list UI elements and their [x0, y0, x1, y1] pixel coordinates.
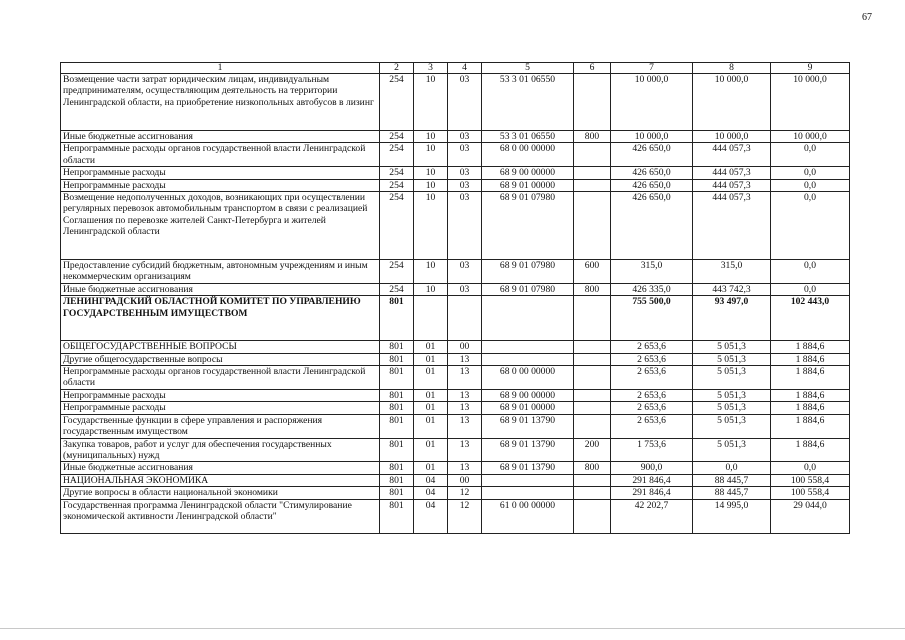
- code-target-article: [482, 474, 574, 486]
- code-ved: 254: [380, 260, 414, 284]
- amount-col-7: 426 650,0: [611, 192, 693, 260]
- amount-col-8: 443 742,3: [693, 283, 771, 295]
- code-section: 01: [414, 389, 448, 401]
- code-target-article: 68 0 00 00000: [482, 366, 574, 390]
- code-subsection: 03: [448, 74, 482, 131]
- amount-col-8: 5 051,3: [693, 402, 771, 414]
- column-header-8: 8: [693, 63, 771, 74]
- amount-col-9: 10 000,0: [771, 74, 850, 131]
- table-row: [61, 192, 850, 260]
- code-expense-type: [574, 487, 611, 499]
- table-row: [61, 131, 850, 143]
- table-row: [61, 462, 850, 474]
- row-name: Возмещение части затрат юридическим лицам, индивидуальным предпринимателям, осуществляющим деятельность на территории Ленинградской области, на приобретение низкопольных автобусов в лизинг: [61, 74, 380, 131]
- code-section: 04: [414, 487, 448, 499]
- amount-col-7: 2 653,6: [611, 402, 693, 414]
- code-section: 01: [414, 402, 448, 414]
- code-target-article: 68 9 01 07980: [482, 260, 574, 284]
- code-expense-type: [574, 499, 611, 533]
- code-ved: 254: [380, 192, 414, 260]
- table-body: [61, 74, 850, 534]
- code-ved: 254: [380, 143, 414, 167]
- code-ved: 254: [380, 179, 414, 191]
- table-row: [61, 402, 850, 414]
- row-name: ЛЕНИНГРАДСКИЙ ОБЛАСТНОЙ КОМИТЕТ ПО УПРАВЛЕНИЮ ГОСУДАРСТВЕННЫМ ИМУЩЕСТВОМ: [61, 296, 380, 341]
- column-header-4: 4: [448, 63, 482, 74]
- code-target-article: [482, 487, 574, 499]
- code-expense-type: [574, 143, 611, 167]
- amount-col-7: 42 202,7: [611, 499, 693, 533]
- amount-col-7: 10 000,0: [611, 74, 693, 131]
- code-target-article: 68 9 01 13790: [482, 438, 574, 462]
- amount-col-8: 88 445,7: [693, 487, 771, 499]
- code-target-article: 68 9 00 00000: [482, 167, 574, 179]
- amount-col-9: 0,0: [771, 167, 850, 179]
- column-header-5: 5: [482, 63, 574, 74]
- row-name: Непрограммные расходы органов государственной власти Ленинградской области: [61, 143, 380, 167]
- column-header-9: 9: [771, 63, 850, 74]
- code-target-article: 68 9 01 00000: [482, 402, 574, 414]
- amount-col-9: 1 884,6: [771, 438, 850, 462]
- table-row: [61, 341, 850, 353]
- amount-col-9: 100 558,4: [771, 487, 850, 499]
- code-section: 01: [414, 462, 448, 474]
- code-expense-type: [574, 167, 611, 179]
- code-ved: 801: [380, 414, 414, 438]
- row-name: ОБЩЕГОСУДАРСТВЕННЫЕ ВОПРОСЫ: [61, 341, 380, 353]
- table-row: [61, 143, 850, 167]
- amount-col-8: 93 497,0: [693, 296, 771, 341]
- amount-col-7: 10 000,0: [611, 131, 693, 143]
- amount-col-7: 2 653,6: [611, 414, 693, 438]
- column-header-6: 6: [574, 63, 611, 74]
- code-target-article: 68 9 01 13790: [482, 414, 574, 438]
- code-subsection: 12: [448, 487, 482, 499]
- code-expense-type: [574, 366, 611, 390]
- code-ved: 801: [380, 341, 414, 353]
- code-subsection: [448, 296, 482, 341]
- code-ved: 254: [380, 283, 414, 295]
- code-section: 10: [414, 179, 448, 191]
- code-expense-type: [574, 179, 611, 191]
- table-row: [61, 167, 850, 179]
- code-section: 04: [414, 499, 448, 533]
- column-header-2: 2: [380, 63, 414, 74]
- row-name: Непрограммные расходы: [61, 402, 380, 414]
- amount-col-9: 0,0: [771, 143, 850, 167]
- amount-col-8: 5 051,3: [693, 414, 771, 438]
- amount-col-7: 2 653,6: [611, 366, 693, 390]
- row-name: Непрограммные расходы: [61, 167, 380, 179]
- row-name: Возмещение недополученных доходов, возникающих при осуществлении регулярных перевозок автомобильным транспортом в связи с реализацией Соглашения по перевозке жителей Санкт-Петербурга и жителей Ленинградской области: [61, 192, 380, 260]
- amount-col-7: 426 335,0: [611, 283, 693, 295]
- code-expense-type: 200: [574, 438, 611, 462]
- code-subsection: 12: [448, 499, 482, 533]
- code-ved: 801: [380, 296, 414, 341]
- code-expense-type: 800: [574, 283, 611, 295]
- code-ved: 254: [380, 131, 414, 143]
- amount-col-8: 315,0: [693, 260, 771, 284]
- amount-col-9: 102 443,0: [771, 296, 850, 341]
- amount-col-7: 426 650,0: [611, 179, 693, 191]
- code-subsection: 13: [448, 389, 482, 401]
- row-name: Иные бюджетные ассигнования: [61, 131, 380, 143]
- code-target-article: [482, 353, 574, 365]
- code-expense-type: [574, 74, 611, 131]
- row-name: Другие общегосударственные вопросы: [61, 353, 380, 365]
- table-row: [61, 414, 850, 438]
- amount-col-9: 100 558,4: [771, 474, 850, 486]
- budget-table: [60, 62, 850, 534]
- amount-col-7: 1 753,6: [611, 438, 693, 462]
- amount-col-8: 88 445,7: [693, 474, 771, 486]
- amount-col-7: 426 650,0: [611, 143, 693, 167]
- amount-col-8: 14 995,0: [693, 499, 771, 533]
- code-subsection: 03: [448, 260, 482, 284]
- amount-col-7: 900,0: [611, 462, 693, 474]
- row-name: Иные бюджетные ассигнования: [61, 283, 380, 295]
- code-section: 10: [414, 283, 448, 295]
- row-name: Государственные функции в сфере управления и распоряжения государственным имуществом: [61, 414, 380, 438]
- column-header-3: 3: [414, 63, 448, 74]
- code-expense-type: 800: [574, 131, 611, 143]
- code-ved: 254: [380, 167, 414, 179]
- code-subsection: 13: [448, 366, 482, 390]
- amount-col-7: 2 653,6: [611, 353, 693, 365]
- code-section: 01: [414, 414, 448, 438]
- code-target-article: 53 3 01 06550: [482, 74, 574, 131]
- amount-col-8: 10 000,0: [693, 131, 771, 143]
- code-expense-type: [574, 353, 611, 365]
- code-ved: 801: [380, 353, 414, 365]
- code-expense-type: [574, 389, 611, 401]
- amount-col-9: 0,0: [771, 283, 850, 295]
- code-subsection: 03: [448, 131, 482, 143]
- amount-col-9: 10 000,0: [771, 131, 850, 143]
- table-row: [61, 296, 850, 341]
- code-subsection: 13: [448, 438, 482, 462]
- amount-col-8: 444 057,3: [693, 167, 771, 179]
- table-row: [61, 474, 850, 486]
- row-name: НАЦИОНАЛЬНАЯ ЭКОНОМИКА: [61, 474, 380, 486]
- amount-col-8: 0,0: [693, 462, 771, 474]
- code-section: 10: [414, 167, 448, 179]
- amount-col-9: 0,0: [771, 192, 850, 260]
- row-name: Другие вопросы в области национальной экономики: [61, 487, 380, 499]
- code-section: [414, 296, 448, 341]
- code-expense-type: [574, 192, 611, 260]
- code-subsection: 13: [448, 414, 482, 438]
- amount-col-9: 0,0: [771, 260, 850, 284]
- amount-col-8: 10 000,0: [693, 74, 771, 131]
- column-header-1: 1: [61, 63, 380, 74]
- code-target-article: [482, 341, 574, 353]
- code-section: 04: [414, 474, 448, 486]
- code-target-article: 68 9 01 07980: [482, 283, 574, 295]
- table-row: [61, 499, 850, 533]
- code-section: 01: [414, 341, 448, 353]
- row-name: Закупка товаров, работ и услуг для обеспечения государственных (муниципальных) нужд: [61, 438, 380, 462]
- table-row: [61, 260, 850, 284]
- code-expense-type: 600: [574, 260, 611, 284]
- code-target-article: 61 0 00 00000: [482, 499, 574, 533]
- amount-col-9: 1 884,6: [771, 414, 850, 438]
- amount-col-9: 29 044,0: [771, 499, 850, 533]
- amount-col-9: 1 884,6: [771, 389, 850, 401]
- code-target-article: 68 9 01 07980: [482, 192, 574, 260]
- table-row: [61, 389, 850, 401]
- code-ved: 801: [380, 487, 414, 499]
- page-bottom-line: [0, 628, 905, 629]
- code-target-article: 68 9 00 00000: [482, 389, 574, 401]
- code-subsection: 13: [448, 353, 482, 365]
- amount-col-7: 315,0: [611, 260, 693, 284]
- code-subsection: 00: [448, 341, 482, 353]
- row-name: Иные бюджетные ассигнования: [61, 462, 380, 474]
- column-header-7: 7: [611, 63, 693, 74]
- code-target-article: [482, 296, 574, 341]
- code-subsection: 03: [448, 283, 482, 295]
- code-subsection: 03: [448, 167, 482, 179]
- table-row: [61, 438, 850, 462]
- code-target-article: 53 3 01 06550: [482, 131, 574, 143]
- amount-col-8: 5 051,3: [693, 389, 771, 401]
- code-section: 10: [414, 260, 448, 284]
- code-section: 01: [414, 353, 448, 365]
- row-name: Непрограммные расходы органов государственной власти Ленинградской области: [61, 366, 380, 390]
- code-section: 10: [414, 143, 448, 167]
- page-number: 67: [862, 12, 872, 23]
- amount-col-7: 291 846,4: [611, 474, 693, 486]
- code-ved: 801: [380, 474, 414, 486]
- table-header-row: [61, 63, 850, 74]
- amount-col-9: 1 884,6: [771, 353, 850, 365]
- code-target-article: 68 9 01 13790: [482, 462, 574, 474]
- amount-col-7: 2 653,6: [611, 341, 693, 353]
- code-target-article: 68 9 01 00000: [482, 179, 574, 191]
- table-row: [61, 283, 850, 295]
- code-ved: 801: [380, 389, 414, 401]
- amount-col-8: 444 057,3: [693, 179, 771, 191]
- code-section: 01: [414, 438, 448, 462]
- code-subsection: 13: [448, 402, 482, 414]
- code-expense-type: [574, 402, 611, 414]
- table-row: [61, 179, 850, 191]
- amount-col-8: 5 051,3: [693, 353, 771, 365]
- amount-col-8: 444 057,3: [693, 143, 771, 167]
- code-target-article: 68 0 00 00000: [482, 143, 574, 167]
- amount-col-9: 1 884,6: [771, 366, 850, 390]
- table-row: [61, 487, 850, 499]
- code-expense-type: 800: [574, 462, 611, 474]
- code-subsection: 13: [448, 462, 482, 474]
- amount-col-9: 1 884,6: [771, 341, 850, 353]
- amount-col-8: 444 057,3: [693, 192, 771, 260]
- row-name: Непрограммные расходы: [61, 389, 380, 401]
- code-subsection: 03: [448, 143, 482, 167]
- code-expense-type: [574, 414, 611, 438]
- amount-col-7: 426 650,0: [611, 167, 693, 179]
- code-ved: 254: [380, 74, 414, 131]
- code-expense-type: [574, 341, 611, 353]
- code-ved: 801: [380, 438, 414, 462]
- code-subsection: 03: [448, 192, 482, 260]
- row-name: Государственная программа Ленинградской области "Стимулирование экономической активности Ленинградской области": [61, 499, 380, 533]
- amount-col-8: 5 051,3: [693, 366, 771, 390]
- code-section: 10: [414, 74, 448, 131]
- code-subsection: 00: [448, 474, 482, 486]
- amount-col-8: 5 051,3: [693, 438, 771, 462]
- amount-col-9: 1 884,6: [771, 402, 850, 414]
- code-subsection: 03: [448, 179, 482, 191]
- code-ved: 801: [380, 366, 414, 390]
- code-ved: 801: [380, 462, 414, 474]
- code-ved: 801: [380, 499, 414, 533]
- amount-col-8: 5 051,3: [693, 341, 771, 353]
- amount-col-7: 2 653,6: [611, 389, 693, 401]
- table-row: [61, 366, 850, 390]
- code-ved: 801: [380, 402, 414, 414]
- amount-col-7: 291 846,4: [611, 487, 693, 499]
- row-name: Непрограммные расходы: [61, 179, 380, 191]
- amount-col-7: 755 500,0: [611, 296, 693, 341]
- table-row: [61, 353, 850, 365]
- code-expense-type: [574, 474, 611, 486]
- code-section: 10: [414, 131, 448, 143]
- amount-col-9: 0,0: [771, 462, 850, 474]
- amount-col-9: 0,0: [771, 179, 850, 191]
- table-row: [61, 74, 850, 131]
- code-expense-type: [574, 296, 611, 341]
- code-section: 01: [414, 366, 448, 390]
- code-section: 10: [414, 192, 448, 260]
- row-name: Предоставление субсидий бюджетным, автономным учреждениям и иным некоммерческим организациям: [61, 260, 380, 284]
